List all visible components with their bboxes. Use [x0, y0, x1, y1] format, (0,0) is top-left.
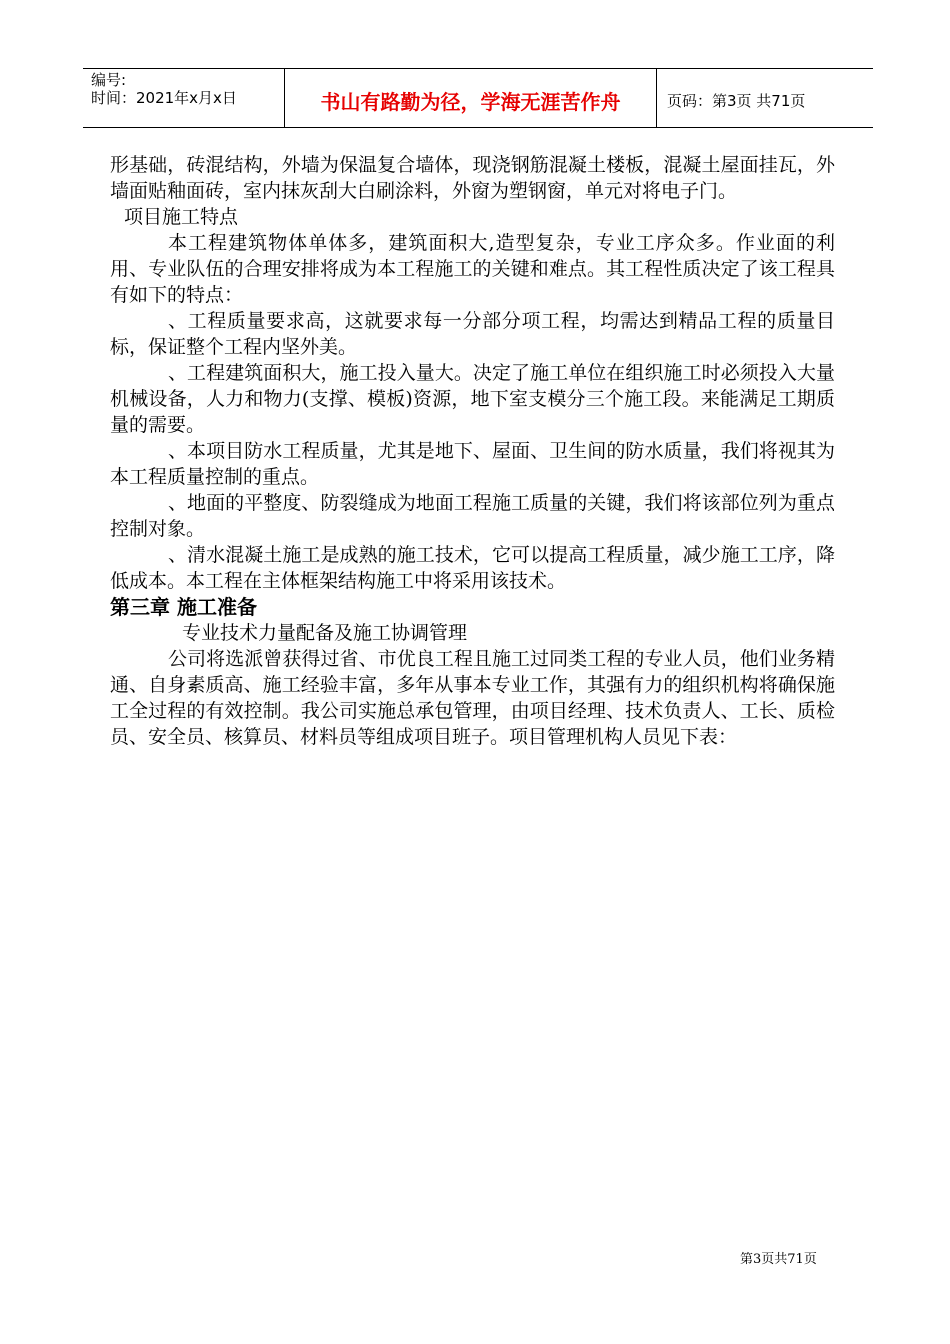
header-motto: 书山有路勤为径，学海无涯苦作舟: [320, 89, 621, 114]
footer-page-info: 第3页共71页: [740, 1252, 817, 1267]
subsection-heading: 项目施工特点: [124, 206, 239, 228]
header-page-cell: [657, 69, 873, 127]
header-motto-cell: [285, 69, 657, 127]
chapter-title: 第三章 施工准备: [110, 595, 257, 619]
body-paragraph: 、本项目防水工程质量，尤其是地下、屋面、卫生间的防水质量，我们将视其为本工程质量控制的重点。: [110, 440, 835, 488]
body-paragraph: 公司将选派曾获得过省、市优良工程且施工过同类工程的专业人员，他们业务精通、自身素质高、施工经验丰富，多年从事本专业工作，其强有力的组织机构将确保施工全过程的有效控制。我公司实施总承包管理，由项目经理、技术负责人、工长、质检员、安全员、核算员、材料员等组成项目班子。项目管理机构人员见下表：: [110, 648, 835, 748]
body-paragraph: 本工程建筑物体单体多，建筑面积大,造型复杂，专业工序众多。作业面的利用、专业队伍的合理安排将成为本工程施工的关键和难点。其工程性质决定了该工程具有如下的特点：: [110, 232, 835, 306]
page-header: [83, 68, 873, 128]
body-paragraph: 、地面的平整度、防裂缝成为地面工程施工质量的关键，我们将该部位列为重点控制对象。: [110, 492, 835, 540]
doc-number-label: 编号:: [91, 71, 127, 89]
page-footer: [740, 1248, 817, 1267]
header-page-info: 页码：第3页 共71页: [667, 91, 806, 110]
body-paragraph: 、工程质量要求高，这就要求每一分部分项工程，均需达到精品工程的质量目标，保证整个工程内坚外美。: [110, 310, 835, 358]
section-title: 专业技术力量配备及施工协调管理: [182, 622, 468, 644]
header-meta-cell: [83, 69, 285, 127]
document-body: [110, 152, 835, 750]
doc-time-label: 时间：2021年x月x日: [91, 89, 237, 107]
body-paragraph: 、清水混凝土施工是成熟的施工技术，它可以提高工程质量，减少施工工序，降低成本。本工程在主体框架结构施工中将采用该技术。: [110, 544, 835, 592]
body-paragraph: 、工程建筑面积大，施工投入量大。决定了施工单位在组织施工时必须投入大量机械设备，人力和物力(支撑、模板)资源，地下室支模分三个施工段。来能满足工期质量的需要。: [110, 362, 835, 436]
body-paragraph: 形基础，砖混结构，外墙为保温复合墙体，现浇钢筋混凝土楼板，混凝土屋面挂瓦，外墙面贴釉面砖，室内抹灰刮大白刷涂料，外窗为塑钢窗，单元对将电子门。: [110, 154, 835, 202]
